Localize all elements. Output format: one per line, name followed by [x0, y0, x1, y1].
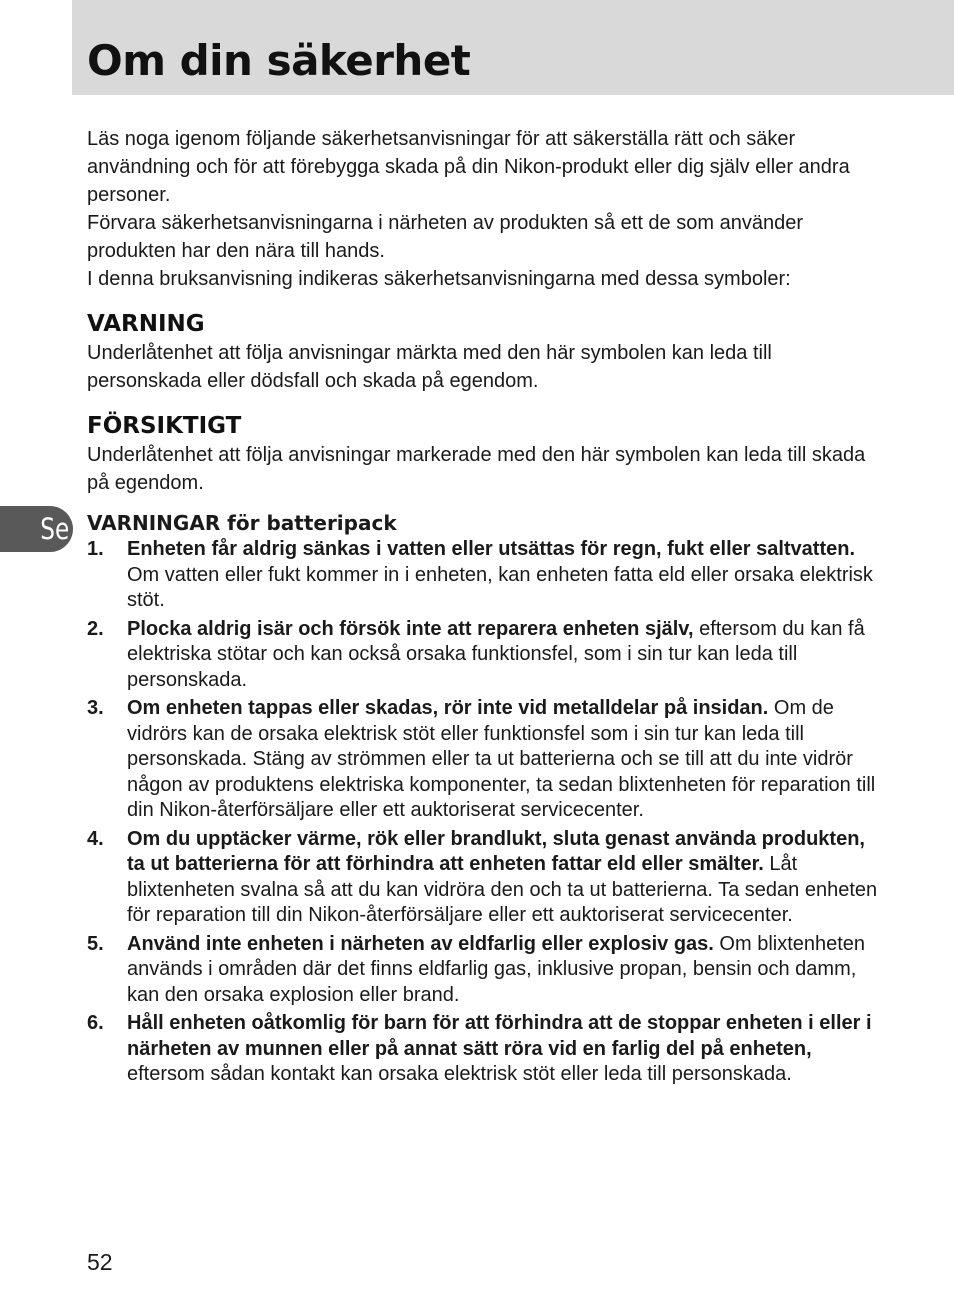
list-item-number: 1. [87, 538, 104, 560]
intro-paragraph: Förvara säkerhetsanvisningarna i närheten av produkten så ett de som använder produkten har den nära till hands. [87, 212, 803, 262]
battery-warnings-list [87, 537, 887, 1088]
list-item-bold-text: Om du upptäcker värme, rök eller brandlukt, sluta genast använda produkten, ta ut batterierna för att förhindra att enheten fattar eld eller smälter. [127, 827, 865, 875]
list-item-bold-text: Håll enheten oåtkomlig för barn för att förhindra att de stoppar enheten i eller i närheten av munnen eller på annat sätt röra vid en farlig del på enheten, [127, 1012, 872, 1060]
list-item-text: Låt blixtenheten svalna så att du kan vidröra den och ta ut batterierna. Ta sedan enheten för reparation till din Nikon-återförsäljare eller ett auktoriserat servicecenter. [127, 853, 878, 926]
list-item-bold-text: Använd inte enheten i närheten av eldfarlig eller explosiv gas. [127, 932, 714, 955]
battery-warnings-section [87, 509, 887, 1088]
list-item [87, 932, 887, 1009]
list-item [87, 537, 887, 614]
intro-paragraph: Läs noga igenom följande säkerhetsanvisningar för att säkerställa rätt och säker användning och för att förebygga skada på din Nikon-produkt eller dig själv eller andra personer. [87, 128, 850, 206]
list-item-bold-text: Enheten får aldrig sänkas i vatten eller utsättas för regn, fukt eller saltvatten. [127, 538, 856, 560]
list-item-text: Om blixtenheten används i områden där det finns eldfarlig gas, inklusive propan, bensin och damm, kan den orsaka explosion eller brand. [127, 932, 866, 1006]
intro [87, 125, 887, 293]
list-item [87, 1011, 887, 1088]
list-item-number: 3. [87, 697, 104, 719]
list-item-bold-text: Plocka aldrig isär och försök inte att reparera enheten själv, [127, 617, 694, 640]
list-item-bold-text: Om enheten tappas eller skadas, rör inte vid metalldelar på insidan. [127, 697, 769, 719]
battery-warnings-heading: VARNINGAR för batteripack [87, 511, 397, 535]
page-content [87, 125, 887, 1091]
caution-text: Underlåtenhet att följa anvisningar markerade med den här symbolen kan leda till skada på egendom. [87, 444, 866, 494]
list-item-text: eftersom du kan få elektriska stötar och kan också orsaka funktionsfel, som i sin tur kan leda till personskada. [127, 617, 865, 691]
list-item-text: eftersom sådan kontakt kan orsaka elektrisk stöt eller leda till personskada. [127, 1063, 792, 1085]
language-tab-label: Se [40, 512, 69, 546]
language-tab [0, 506, 73, 552]
caution-section [87, 411, 887, 497]
list-item-number: 6. [87, 1012, 104, 1034]
intro-paragraph: I denna bruksanvisning indikeras säkerhetsanvisningarna med dessa symboler: [87, 268, 791, 290]
page-title: Om din säkerhet [87, 36, 471, 85]
list-item [87, 827, 887, 929]
warning-section [87, 309, 887, 395]
list-item-number: 4. [87, 827, 104, 850]
list-item-text: Om de vidrörs kan de orsaka elektrisk stöt eller funktionsfel som i sin tur kan leda till personskada. Stäng av strömmen eller ta ut batterierna och se till att du inte vidrör någon av produktens elektriska komponenter, ta sedan blixtenheten för reparation till din Nikon-återförsäljare eller ett auktoriserat servicecenter. [127, 697, 876, 821]
list-item-number: 5. [87, 932, 104, 955]
list-item-text: Om vatten eller fukt kommer in i enheten, kan enheten fatta eld eller orsaka elektrisk stöt. [127, 563, 873, 611]
warning-heading: VARNING [87, 311, 205, 337]
list-item-number: 2. [87, 617, 104, 640]
list-item [87, 696, 887, 824]
list-item [87, 617, 887, 694]
warning-text: Underlåtenhet att följa anvisningar märkta med den här symbolen kan leda till personskada eller dödsfall och skada på egendom. [87, 342, 772, 392]
page-number: 52 [87, 1249, 113, 1275]
caution-heading: FÖRSIKTIGT [87, 413, 242, 439]
